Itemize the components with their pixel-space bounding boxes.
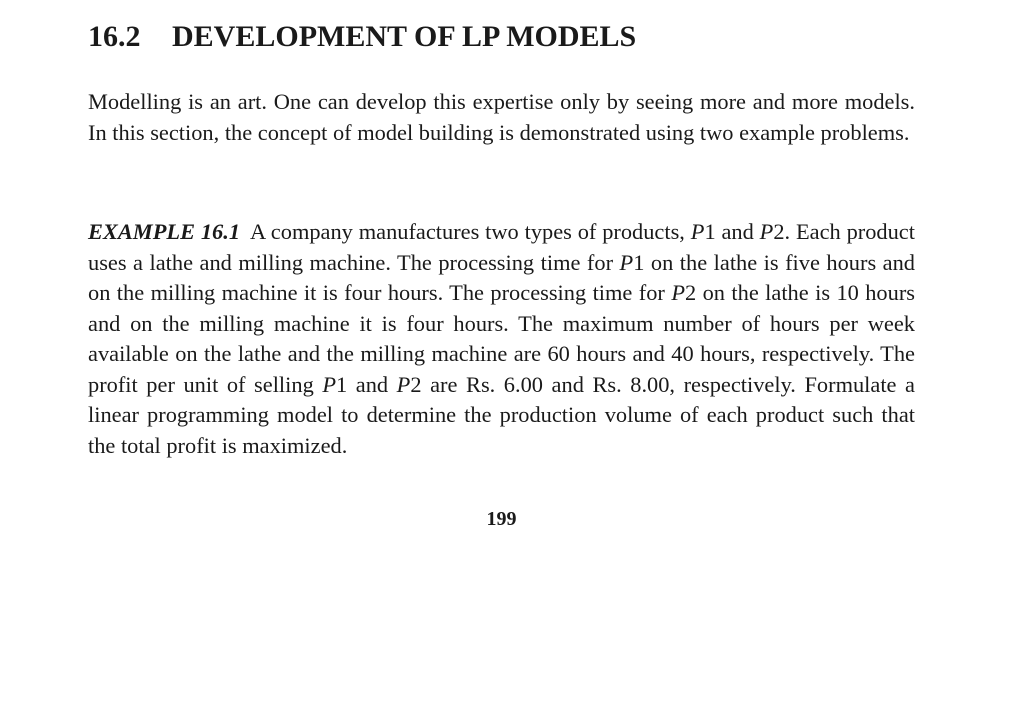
product-variable: P [322, 371, 337, 397]
example-text: 2 are Rs. 6.00 and Rs. 8.00, respectively. Formulate a linear programming model to determine the production volume of each product such that the total profit is maximized. [88, 371, 915, 458]
product-variable: P [396, 371, 411, 397]
example-text: 1 and [336, 371, 397, 397]
example-label: EXAMPLE 16.1 [88, 219, 241, 244]
example-text: 1 and [704, 219, 760, 244]
product-variable: P [619, 249, 634, 275]
example-text: 1 on the lathe is five hours and on the milling machine it is four hours. The processing time for [88, 249, 915, 305]
example-text: 2 on the lathe is 10 hours and on the milling machine it is four hours. The maximum number of hours per week available on the lathe and the milling machine are 60 hours and 40 hours, respectively. The profit per unit of selling [88, 280, 915, 397]
product-variable: P [690, 219, 705, 244]
section-title: DEVELOPMENT OF LP MODELS [172, 20, 637, 53]
page-number: 199 [486, 508, 517, 530]
product-variable: P [671, 280, 685, 305]
intro-paragraph: Modelling is an art. One can develop this expertise only by seeing more and more models. In this section, the concept of model building is demonstrated using two example problems. [88, 89, 915, 145]
product-variable: P [759, 219, 774, 244]
example-paragraph [88, 217, 915, 461]
section-number: 16.2 [88, 20, 141, 53]
example-text: 2. Each product uses a lathe and milling machine. The processing time for [88, 219, 915, 275]
example-text: A company manufactures two types of products, [250, 219, 691, 244]
section-heading [88, 20, 636, 54]
